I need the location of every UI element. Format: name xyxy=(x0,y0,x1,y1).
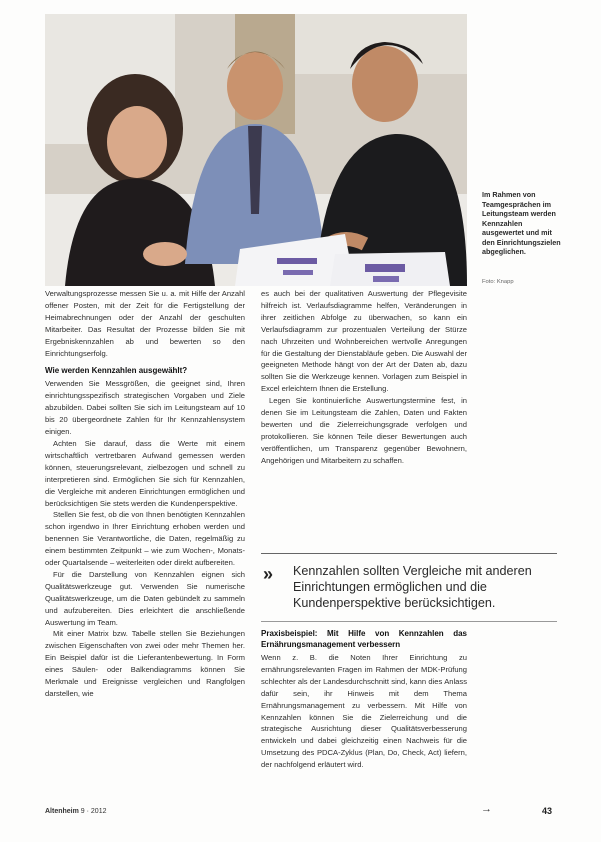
text-column-left xyxy=(45,288,245,700)
pullquote-bottom-rule xyxy=(261,621,557,622)
paragraph: Für die Darstellung von Kennzahlen eignen sich Qualitätswerkzeuge gut. Verwenden Sie numerische Qualitätswerkzeuge, um die Daten gebündelt zu sammeln und aufzubereiten. Dies erleichtert die anschließende Auswertung im Team. xyxy=(45,569,245,627)
practice-example-box xyxy=(261,628,467,771)
paragraph: Legen Sie kontinuierliche Auswertungstermine fest, in denen Sie im Leitungsteam die Zahlen, Daten und Fakten bewerten und die Zielerreichungsgrade verfolgen und protokollieren. Sie können Teile dieser Bewertungen auch veröffentlichen, um Transparenz gegenüber Bewohnern, Angehörigen und Mitarbeitern zu schaffen. xyxy=(261,396,467,465)
team-meeting-photo xyxy=(45,14,467,286)
continue-arrow-icon: → xyxy=(481,803,492,815)
issue-number: 9 · 2012 xyxy=(80,808,107,815)
paragraph: Stellen Sie fest, ob die von Ihnen benötigten Kennzahlen schon irgendwo in Ihrer Einrichtung erhoben werden und benennen Sie Verantwortliche, die Daten, regelmäßig zu einem bestimmten Zeitpunkt – wie zum Wochen-, Monats- oder Quartalsende – weiterleiten oder direkt aufbereiten. xyxy=(45,510,245,568)
section-heading: Wie werden Kennzahlen ausgewählt? xyxy=(45,366,188,376)
page-number: 43 xyxy=(542,806,553,816)
paragraph: Verwenden Sie Messgrößen, die geeignet sind, Ihren einrichtungsspezifisch strategischen Vorgaben und Ziele abzubilden. Dabei sollten Sie sich im Leitungsteam auf 10 bis 20 übergeordnete Zahlen für Ihr Kennzahlensystem einigen. xyxy=(45,379,245,437)
magazine-name: Altenheim xyxy=(45,808,79,815)
paragraph: Wenn z. B. die Noten Ihrer Einrichtung zu ernährungsrelevanten Fragen im Rahmen der MDK-Prüfung schlechter als der Landesdurchschnitt sind, kann dies Anlass dafür sein, ihr Hinweis mit dem Thema Ernährungsmanagement zu verbessern. Mit Hilfe von Kennzahlen können Sie die Zielerreichung und die strategische Ausrichtung dieser Qualitätsverbesserung entwickeln und dabei gleichzeitig einen Nachweis für die Umsetzung des PDCA-Zyklus (Plan, Do, Check, Act) liefern, der nachfolgend erläutert wird. xyxy=(261,653,467,770)
photo-credit: Foto: Knapp xyxy=(482,279,514,285)
pullquote-marker-icon: » xyxy=(263,564,271,584)
paragraph: es auch bei der qualitativen Auswertung der Pflegevisite hilfreich ist. Verlaufsdiagramme helfen, Veränderungen in ihrer zeitlichen Abfolge zu überwachen, so kann ein Verlaufsdiagramm zur prozentualen Verteilung der Stürze nach Uhrzeiten und Wohnbereichen wertvolle Anregungen für die Gestaltung der Dienstabläufe geben. Die Auswahl der geeigneten Methode hängt von der Art der Daten ab, dazu sollten Sie die Werkzeuge kennen. Vorlagen zum Beispiel in Excel erleichtern Ihnen die Erstellung. xyxy=(261,289,467,394)
paragraph: Mit einer Matrix bzw. Tabelle stellen Sie Beziehungen zwischen Eigenschaften von zwei oder mehr Themen her. Ein Beispiel dafür ist die Lieferantenbewertung. In Form eines Säulen- oder Balkendiagramms können Sie Merkmale und Ereignisse vergleichen und Rangfolgen darstellen, wie xyxy=(45,629,245,698)
pullquote-top-rule xyxy=(261,553,557,554)
footer-publication xyxy=(45,808,106,815)
text-column-right xyxy=(261,288,467,467)
paragraph: Achten Sie darauf, dass die Werte mit einem wirtschaftlich vertretbaren Aufwand gemessen werden können, steuerungsrelevant, zielbezogen und schnell zu interpretieren sind. Ermöglichen Sie sich für Kennzahlen, die Vergleiche mit anderen Einrichtungen ermöglichen und berücksichtigen Sie stets werden die Kundenperspektive. xyxy=(45,438,245,508)
pullquote: Kennzahlen sollten Vergleiche mit anderen Einrichtungen ermöglichen und die Kundenperspektive berücksichtigen. xyxy=(293,564,532,610)
paragraph: Verwaltungsprozesse messen Sie u. a. mit Hilfe der Anzahl offener Posten, mit der Zeit für die Fertigstellung der Heimabrechnungen oder der Anzahl der geschulten Mitarbeiter. Das Resultat der Prozesse bilden Sie mit Ergebniskennzahlen ab und bewerten so den Einrichtungserfolg. xyxy=(45,289,245,358)
photo-caption: Im Rahmen von Teamgesprächen im Leitungsteam werden Kennzahlen ausgewertet und mit den Einrichtungszielen abgeglichen. xyxy=(482,190,561,256)
practice-example-heading: Praxisbeispiel: Mit Hilfe von Kennzahlen das Ernährungsmanagement verbessern xyxy=(261,629,467,649)
photo-illustration xyxy=(45,14,467,286)
